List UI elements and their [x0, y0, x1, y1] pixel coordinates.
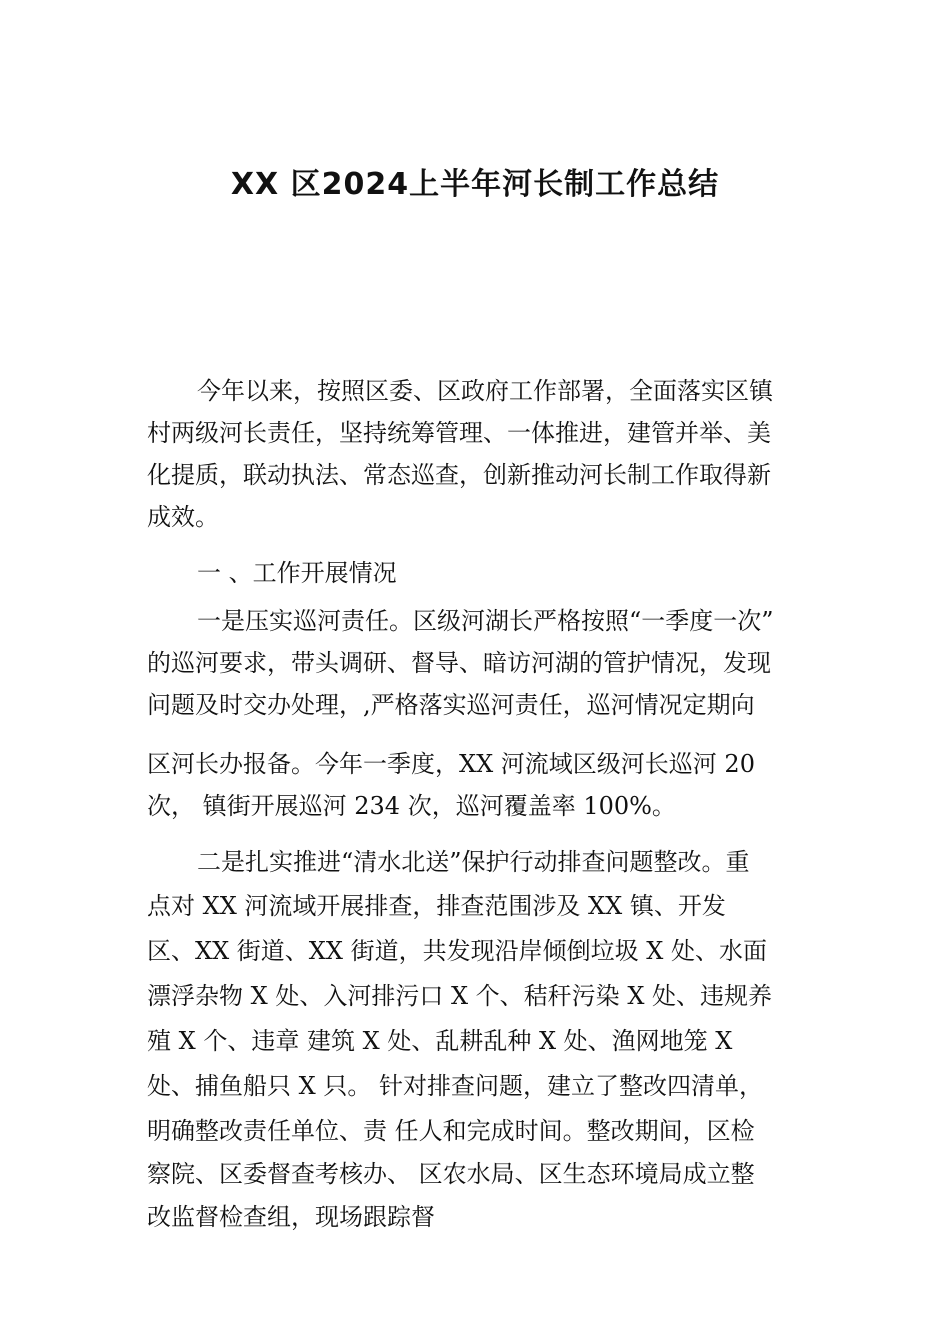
section-heading: 一 、工作开展情况 [197, 559, 397, 587]
para2-line-5: 殖 X 个、违章 建筑 X 处、乱耕乱种 X 处、渔网地笼 X [147, 1027, 733, 1055]
para2-line-2: 点对 XX 河流域开展排查，排查范围涉及 XX 镇、开发 [147, 892, 726, 920]
para1-line-5: 次， 镇街开展巡河 234 次，巡河覆盖率 100%。 [147, 792, 676, 820]
para2-line-7: 明确整改责任单位、责 任人和完成时间。整改期间，区检 [147, 1117, 755, 1145]
document-title: XX 区2024上半年河长制工作总结 [230, 167, 720, 202]
para1-line-4: 区河长办报备。今年一季度，XX 河流域区级河长巡河 20 [147, 750, 755, 778]
intro-line-3: 化提质，联动执法、常态巡查，创新推动河长制工作取得新 [147, 461, 771, 489]
para1-line-3: 问题及时交办处理，,严格落实巡河责任，巡河情况定期向 [147, 691, 755, 719]
para2-line-6: 处、捕鱼船只 X 只。 针对排查问题，建立了整改四清单， [147, 1072, 763, 1100]
para1-line-1: 一是压实巡河责任。区级河湖长严格按照“一季度一次” [197, 607, 774, 635]
intro-line-2: 村两级河长责任，坚持统筹管理、一体推进，建管并举、美 [147, 419, 771, 447]
para1-line-2: 的巡河要求，带头调研、督导、暗访河湖的管护情况，发现 [147, 649, 771, 677]
para2-line-1: 二是扎实推进“清水北送”保护行动排查问题整改。重 [197, 848, 750, 876]
intro-line-4: 成效。 [147, 503, 219, 531]
para2-line-4: 漂浮杂物 X 处、入河排污口 X 个、秸秆污染 X 处、违规养 [147, 982, 773, 1010]
para2-line-9: 改监督检查组，现场跟踪督 [147, 1203, 435, 1231]
para2-line-8: 察院、区委督查考核办、 区农水局、区生态环境局成立整 [147, 1160, 755, 1188]
intro-line-1: 今年以来，按照区委、区政府工作部署，全面落实区镇 [197, 377, 773, 405]
para2-line-3: 区、XX 街道、XX 街道，共发现沿岸倾倒垃圾 X 处、水面 [147, 937, 767, 965]
